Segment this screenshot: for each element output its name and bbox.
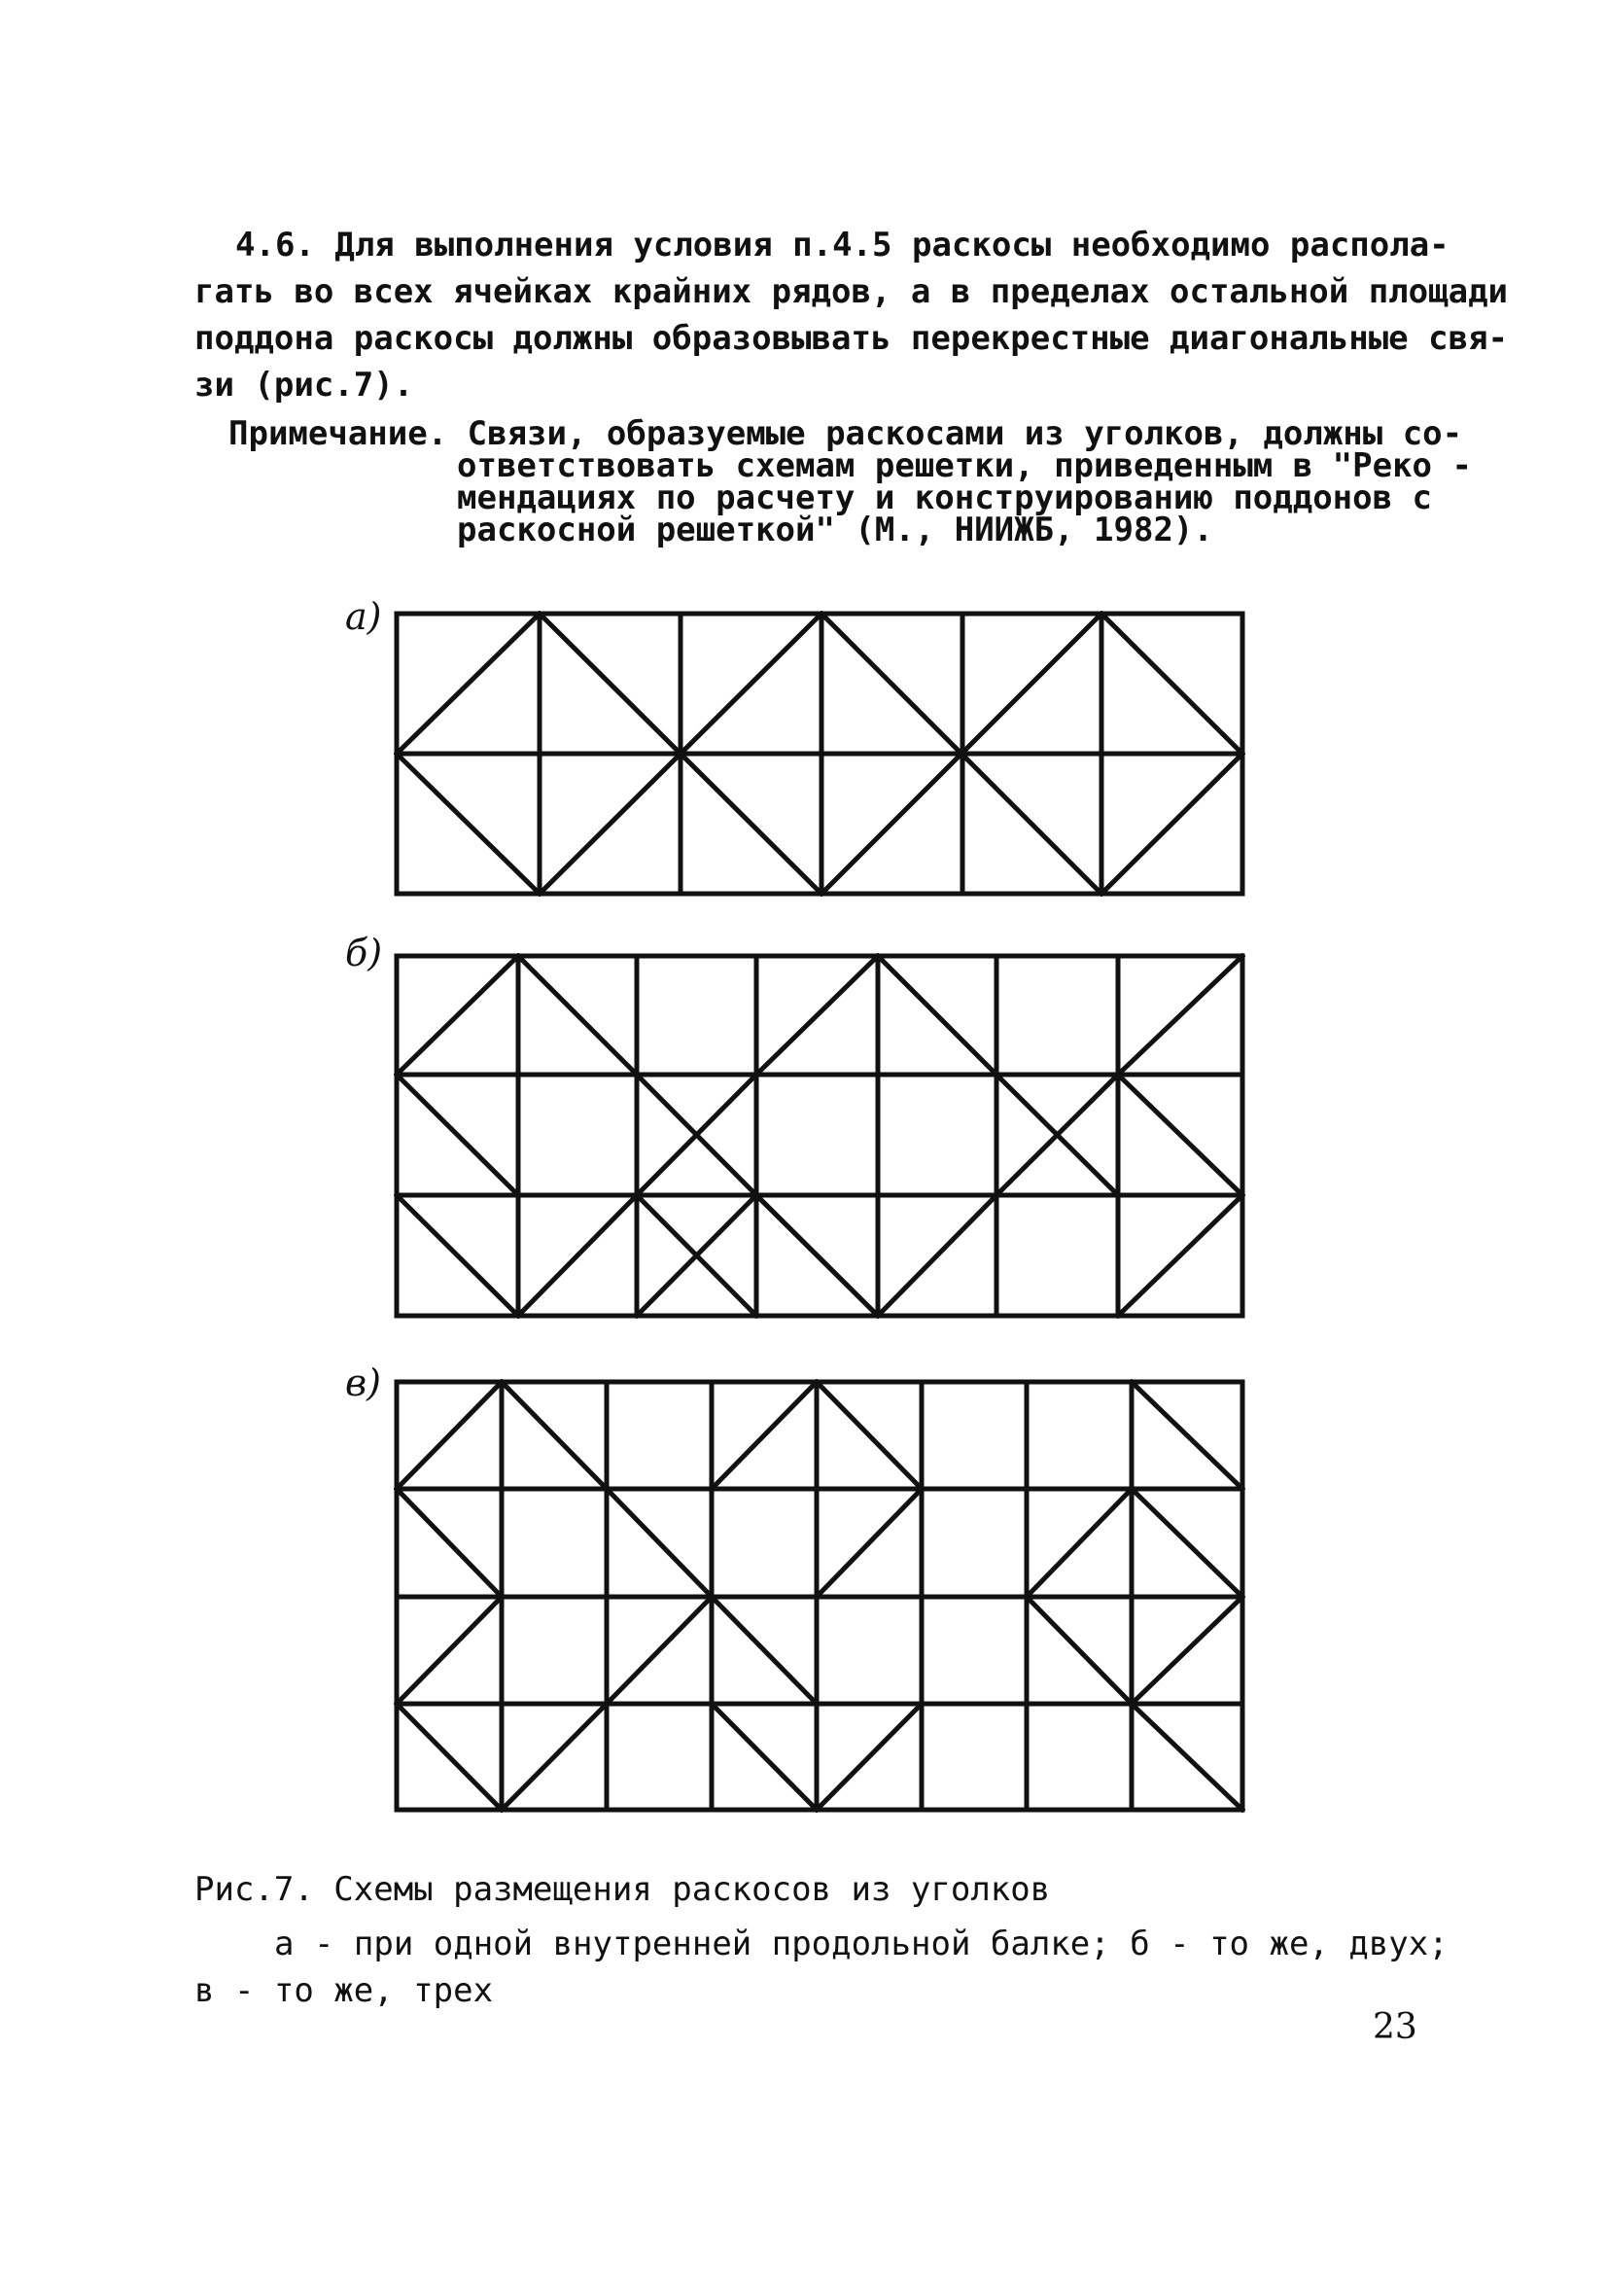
brace-diagonal [518, 1195, 637, 1316]
note-line: мендациях по расчету и конструированию поддонов с [457, 478, 1433, 517]
brace-diagonal [817, 1382, 922, 1489]
note-line: Примечание. Связи, образуемые раскосами из уголков, должны со- [228, 414, 1463, 453]
brace-diagonal [397, 1382, 502, 1489]
note-line: ответствовать схемам решетки, приведенным в "Реко - [457, 446, 1472, 485]
brace-diagonal [502, 1704, 607, 1810]
paragraph-4-6 [194, 222, 1509, 408]
figure-label-b: б) [345, 932, 383, 974]
brace-diagonal [1027, 1489, 1132, 1597]
brace-diagonal [1132, 1704, 1242, 1810]
figure-caption-line: а - при одной внутренней продольной балке; б - то же, двух; [274, 1925, 1449, 1963]
figure-caption-line: в - то же, трех [194, 1971, 494, 2010]
brace-diagonal [502, 1382, 607, 1489]
brace-diagonal [397, 1489, 502, 1597]
figure-label-v: в) [345, 1361, 381, 1404]
figure-label-a: а) [345, 595, 382, 638]
paragraph-line: гать во всех ячейках крайних рядов, а в пределах остальной площади [194, 272, 1509, 311]
brace-diagonal [817, 1489, 922, 1597]
lattice-diagram-b [394, 953, 1245, 1319]
figure-caption-title: Рис.7. Схемы размещения раскосов из уголков [194, 1870, 1051, 1909]
lattice-diagram-a [394, 611, 1245, 897]
brace-diagonal [712, 1704, 817, 1810]
brace-diagonal [1118, 956, 1242, 1075]
note-line: раскосной решеткой" (М., НИИЖБ, 1982). [457, 511, 1213, 549]
brace-diagonal [878, 1195, 996, 1316]
brace-diagonal [878, 956, 996, 1075]
brace-diagonal [397, 614, 540, 754]
brace-diagonal [397, 1195, 518, 1316]
lattice-diagram-v [394, 1379, 1245, 1813]
note-block [228, 414, 1472, 549]
brace-diagonal [756, 1195, 878, 1316]
brace-diagonal [1118, 1075, 1242, 1195]
brace-diagonal [712, 1382, 817, 1489]
brace-diagonal [397, 1704, 502, 1810]
brace-diagonal [607, 1489, 712, 1597]
brace-diagonal [518, 956, 637, 1075]
brace-diagonal [1132, 1489, 1242, 1597]
paragraph-line: поддона раскосы должны образовывать перекрестные диагональные свя- [194, 319, 1509, 358]
brace-diagonal [817, 1704, 922, 1810]
brace-diagonal [397, 1597, 502, 1704]
brace-diagonal [1101, 754, 1242, 894]
brace-diagonal [1027, 1597, 1132, 1704]
paragraph-line: зи (рис.7). [194, 366, 414, 405]
paragraph-line: 4.6. Для выполнения условия п.4.5 раскосы необходимо распола- [235, 226, 1450, 265]
brace-diagonal [1118, 1195, 1242, 1316]
brace-diagonal [397, 956, 518, 1075]
page-number: 23 [1373, 2007, 1417, 2047]
brace-diagonal [756, 956, 878, 1075]
brace-diagonal [397, 754, 540, 894]
brace-diagonal [1132, 1597, 1242, 1704]
brace-diagonal [607, 1597, 712, 1704]
brace-diagonal [1132, 1382, 1242, 1489]
brace-diagonal [397, 1075, 518, 1195]
brace-diagonal [1101, 614, 1242, 754]
brace-diagonal [712, 1597, 817, 1704]
